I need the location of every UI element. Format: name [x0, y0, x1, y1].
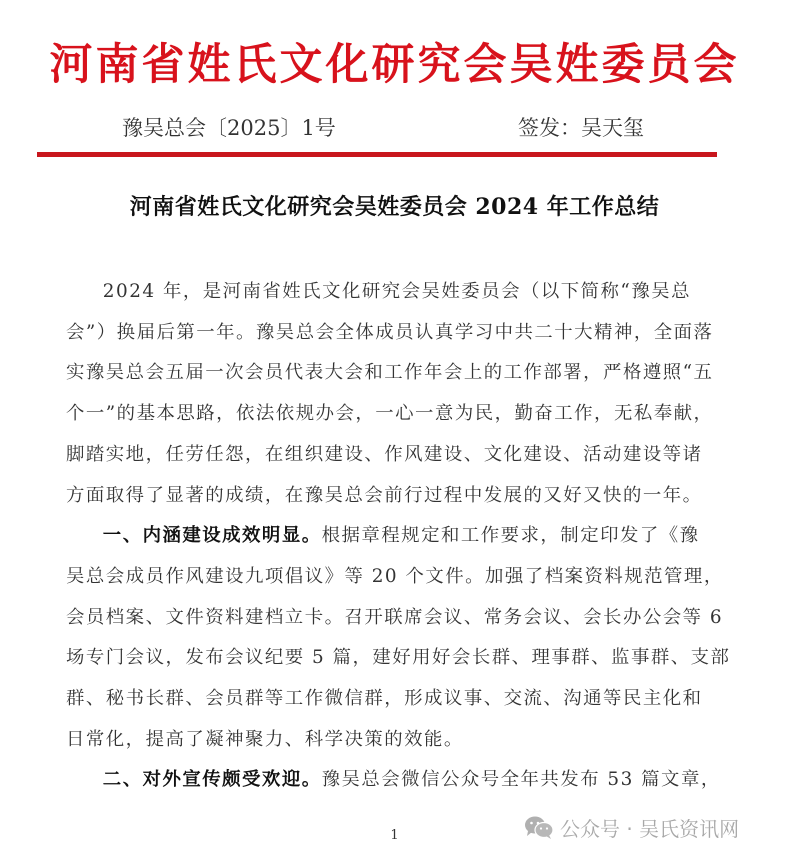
section1-line: 场专门会议，发布会议纪要 5 篇，建好用好会长群、理事群、监事群、支部	[66, 647, 731, 669]
section1-line: 会员档案、文件资料建档立卡。召开联席会议、常务会议、会长办公会等 6	[66, 606, 724, 628]
intro-line: 2024 年，是河南省姓氏文化研究会吴姓委员会（以下简称“豫吴总	[102, 281, 692, 302]
section1-first-line	[66, 516, 726, 557]
section2-text: 豫吴总会微信公众号全年共发布 53 篇文章，	[321, 769, 721, 791]
intro-line: 会”）换届后第一年。豫吴总会全体成员认真学习中共二十大精神，全面落	[66, 321, 714, 343]
section2-heading: 二、对外宣传颇受欢迎。	[102, 769, 322, 791]
doc-number-row	[0, 112, 789, 142]
red-divider	[37, 152, 717, 157]
document-body	[66, 272, 731, 801]
section1-line: 日常化，提高了凝神聚力、科学决策的效能。	[66, 728, 464, 750]
doc-number: 豫吴总会〔2025〕1号	[122, 116, 336, 140]
section1-line: 吴总会成员作风建设九项倡议》等 20 个文件。加强了档案资料规范管理，	[66, 565, 724, 587]
intro-line: 方面取得了显著的成绩，在豫吴总会前行过程中发展的又好又快的一年。	[66, 484, 703, 506]
page-number: 1	[390, 828, 399, 843]
section1-text: 根据章程规定和工作要求，制定印发了《豫	[321, 525, 700, 547]
intro-line: 实豫吴总会五届一次会员代表大会和工作年会上的工作部署，严格遵照“五	[66, 362, 714, 384]
masthead-title: 河南省姓氏文化研究会吴姓委员会	[49, 40, 740, 90]
intro-line: 个一”的基本思路，依法依规办会，一心一意为民，勤奋工作，无私奉献，	[66, 403, 714, 425]
signer: 签发：吴天玺	[518, 116, 644, 140]
wechat-icon	[524, 815, 554, 839]
watermark-text: 公众号 · 吴氏资讯网	[560, 816, 740, 841]
intro-line: 脚踏实地，任劳任怨，在组织建设、作风建设、文化建设、活动建设等诸	[66, 443, 703, 465]
watermark	[524, 812, 739, 842]
section2-first-line	[66, 760, 726, 801]
section1-line: 群、秘书长群、会员群等工作微信群，形成议事、交流、沟通等民主化和	[66, 688, 703, 710]
document-title: 河南省姓氏文化研究会吴姓委员会 2024 年工作总结	[129, 194, 660, 220]
section1-heading: 一、内涵建设成效明显。	[102, 525, 322, 547]
